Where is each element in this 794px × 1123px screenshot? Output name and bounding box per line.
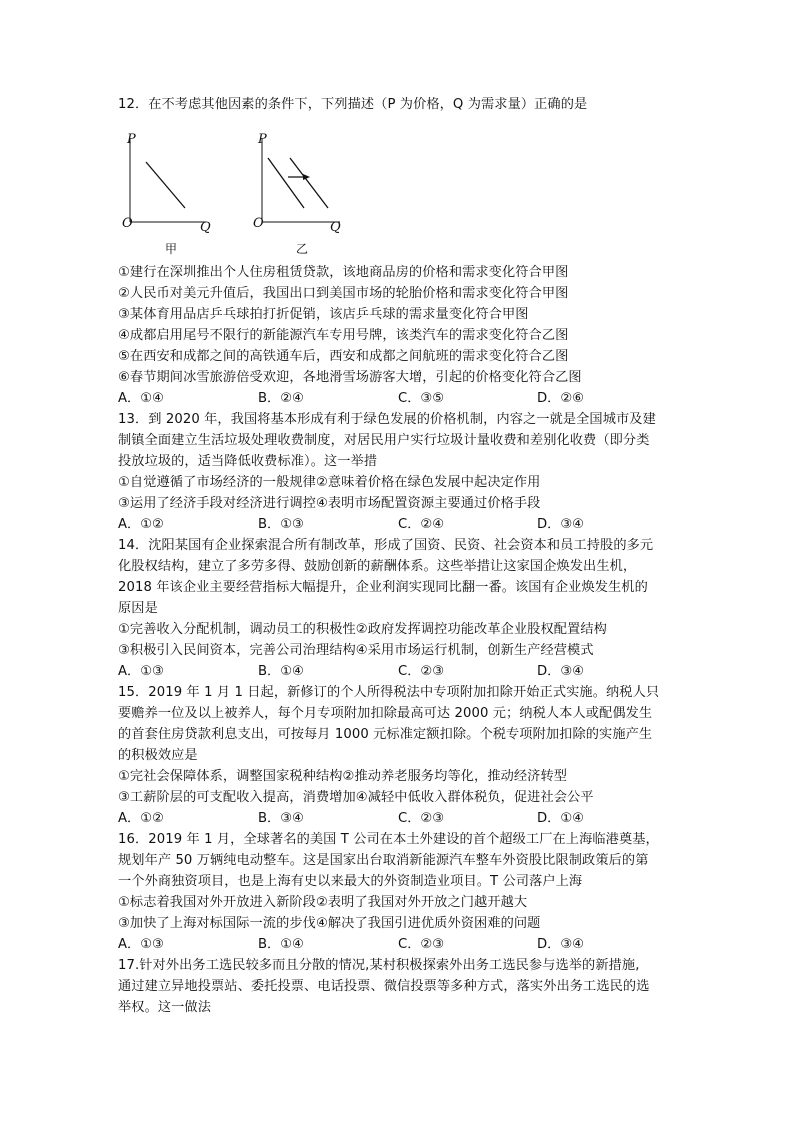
graph2-demand-curve-1 — [268, 158, 304, 208]
q17-line-3: 举权。这一做法 — [118, 1000, 212, 1015]
option-d[interactable]: D．①④ — [537, 811, 584, 826]
q14-line-3: 2018 年该企业主要经营指标大幅提升，企业利润实现同比翻一番。该国有企业焕发生机的 — [118, 580, 648, 595]
option-b[interactable]: B．②④ — [258, 391, 304, 406]
option-a[interactable]: A．①② — [118, 811, 164, 826]
option-b[interactable]: B．①③ — [258, 517, 304, 532]
q15-line-1: 15．2019 年 1 月 1 日起，新修订的个人所得税法中专项附加扣除开始正式实施。纳税人只 — [118, 685, 660, 700]
option-d[interactable]: D．③④ — [537, 517, 584, 532]
q16-line-3: 一个外商独资项目，也是上海有史以来最大的外资制造业项目。T 公司落户上海 — [118, 874, 583, 889]
q14-line-6: ③积极引入民间资本，完善公司治理结构④采用市场运行机制，创新生产经营模式 — [118, 643, 594, 658]
option-c[interactable]: C．②③ — [398, 664, 445, 679]
q13-line-5: ③运用了经济手段对经济进行调控④表明市场配置资源主要通过价格手段 — [118, 496, 541, 511]
q14-line-5: ①完善收入分配机制，调动员工的积极性②政府发挥调控功能改革企业股权配置结构 — [118, 622, 607, 637]
q13-line-2: 制镇全面建立生活垃圾处理收费制度，对居民用户实行垃圾计量收费和差别化收费（即分类 — [118, 433, 650, 448]
q15-line-5: ①完社会保障体系，调整国家税种结构②推动养老服务均等化，推动经济转型 — [118, 769, 568, 784]
option-c[interactable]: C．②③ — [398, 937, 445, 952]
q17-line-1: 17.针对外出务工选民较多而且分散的情况,某村积极探索外出务工选民参与选举的新措施, — [118, 958, 640, 973]
option-a[interactable]: A．①③ — [118, 937, 164, 952]
graph1-caption: 甲 — [165, 242, 178, 256]
q15-line-3: 的首套住房贷款利息支出，可按每月 1000 元标准定额扣除。个税专项附加扣除的实施产生 — [118, 727, 653, 742]
q12-graphs — [118, 128, 358, 260]
graph2-demand-curve-2 — [290, 158, 328, 208]
q14-line-1: 14．沈阳某国有企业探索混合所有制改革，形成了国资、民资、社会资本和员工持股的多元 — [118, 538, 654, 553]
q12-item-2: ②人民币对美元升值后，我国出口到美国市场的轮胎价格和需求变化符合甲图 — [118, 286, 569, 301]
q16-line-1: 16．2019 年 1 月，全球著名的美国 T 公司在本土外建设的首个超级工厂在上海临港奠基， — [118, 832, 659, 847]
q14-line-4: 原因是 — [118, 601, 158, 616]
q16-line-2: 规划年产 50 万辆纯电动整车。这是国家出台取消新能源汽车整车外资股比限制政策后的第 — [118, 853, 649, 868]
q13-line-3: 投放垃圾的，适当降低收费标准）。这一举措 — [118, 454, 378, 469]
q16-line-4: ①标志着我国对外开放进入新阶段②表明了我国对外开放之门越开越大 — [118, 895, 528, 910]
graph1-p-label: P — [127, 132, 136, 147]
q14-line-2: 化股权结构，建立了多劳多得、鼓励创新的薪酬体系。这些举措让这家国企焕发出生机， — [118, 559, 637, 574]
q12-item-4: ④成都启用尾号不限行的新能源汽车专用号牌，该类汽车的需求变化符合乙图 — [118, 328, 569, 343]
q15-line-4: 的积极效应是 — [118, 748, 198, 763]
graph1-demand-curve — [146, 162, 185, 208]
q17-line-2: 通过建立异地投票站、委托投票、电话投票、微信投票等多种方式，落实外出务工选民的选 — [118, 979, 650, 994]
q12-stem: 12．在不考虑其他因素的条件下，下列描述（P 为价格，Q 为需求量）正确的是 — [118, 97, 588, 112]
option-c[interactable]: C．②③ — [398, 811, 445, 826]
graph2-p-label: P — [258, 132, 267, 147]
option-c[interactable]: C．③⑤ — [398, 391, 445, 406]
option-a[interactable]: A．①② — [118, 517, 164, 532]
graph2-caption: 乙 — [296, 242, 309, 256]
q12-item-1: ①建行在深圳推出个人住房租赁贷款，该地商品房的价格和需求变化符合甲图 — [118, 265, 569, 280]
graph2-o-label: O — [253, 216, 264, 231]
option-b[interactable]: B．③④ — [258, 811, 304, 826]
option-a[interactable]: A．①④ — [118, 391, 164, 406]
q12-item-3: ③某体育用品店乒乓球拍打折促销，该店乒乓球的需求量变化符合甲图 — [118, 307, 529, 322]
option-d[interactable]: D．③④ — [537, 664, 584, 679]
option-a[interactable]: A．①③ — [118, 664, 164, 679]
q13-line-4: ①自觉遵循了市场经济的一般规律②意味着价格在绿色发展中起决定作用 — [118, 475, 541, 490]
option-d[interactable]: D．②⑥ — [537, 391, 584, 406]
q13-line-1: 13．到 2020 年，我国将基本形成有利于绿色发展的价格机制，内容之一就是全国城市及建 — [118, 412, 656, 427]
option-d[interactable]: D．③④ — [537, 937, 584, 952]
q12-item-6: ⑥春节期间冰雪旅游倍受欢迎，各地滑雪场游客大增，引起的价格变化符合乙图 — [118, 370, 582, 385]
graph1-q-label: Q — [200, 220, 211, 235]
option-c[interactable]: C．②④ — [398, 517, 445, 532]
q15-line-2: 要赡养一位及以上被养人，每个月专项附加扣除最高可达 2000 元；纳税人本人或配偶发生 — [118, 706, 653, 721]
q16-line-5: ③加快了上海对标国际一流的步伐④解决了我国引进优质外资困难的问题 — [118, 916, 541, 931]
q15-line-6: ③工薪阶层的可支配收入提高，消费增加④减轻中低收入群体税负，促进社会公平 — [118, 790, 594, 805]
option-b[interactable]: B．①④ — [258, 664, 304, 679]
option-b[interactable]: B．①④ — [258, 937, 304, 952]
graph2-q-label: Q — [330, 220, 341, 235]
graph1-o-label: O — [122, 216, 133, 231]
q12-item-5: ⑤在西安和成都之间的高铁通车后，西安和成都之间航班的需求变化符合乙图 — [118, 349, 569, 364]
demand-curve-graphs — [118, 128, 358, 260]
